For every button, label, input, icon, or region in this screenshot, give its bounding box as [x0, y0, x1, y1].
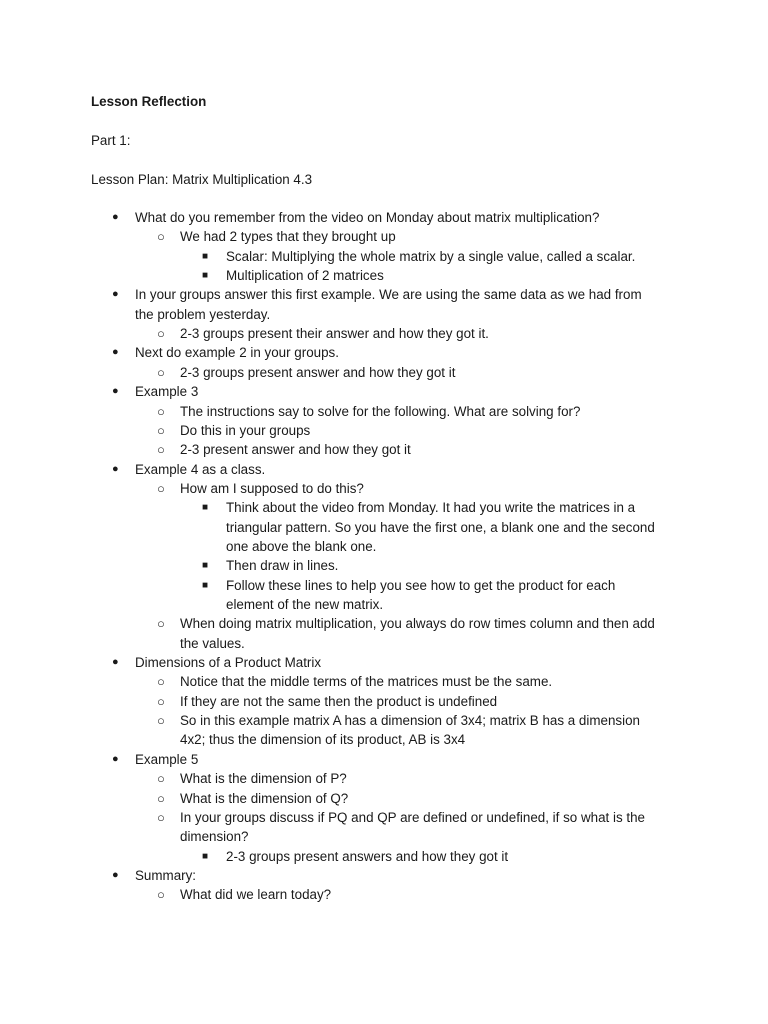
- list-item-text: When doing matrix multiplication, you always do row times column and then add: [180, 616, 655, 632]
- part-label: Part 1:: [91, 133, 131, 148]
- bullet-level2-icon: ○: [157, 693, 165, 709]
- list-item-text: the problem yesterday.: [135, 306, 271, 322]
- bullet-level2-icon: ○: [157, 480, 165, 496]
- bullet-level3-icon: ■: [202, 250, 209, 262]
- bullet-level3-icon: ■: [202, 560, 209, 572]
- bullet-level3-icon: ■: [202, 579, 209, 591]
- list-item-text: 2-3 groups present their answer and how they got it.: [180, 326, 489, 342]
- bullet-level1-icon: ●: [112, 211, 119, 223]
- bullet-level2-icon: ○: [157, 790, 165, 806]
- bullet-level2-icon: ○: [157, 771, 165, 787]
- bullet-level1-icon: ●: [112, 346, 119, 359]
- list-item-text: Summary:: [135, 867, 197, 883]
- bullet-level2-icon: ○: [157, 403, 165, 419]
- bullet-level1-icon: ●: [112, 462, 119, 475]
- list-item-text: What is the dimension of P?: [180, 771, 347, 787]
- bullet-level2-icon: ○: [157, 616, 165, 632]
- list-item-text: Scalar: Multiplying the whole matrix by a single value, called a scalar.: [226, 248, 636, 264]
- list-item-text: The instructions say to solve for the following. What are solving for?: [180, 403, 581, 419]
- list-item-text: So in this example matrix A has a dimension of 3x4; matrix B has a dimension: [180, 713, 640, 729]
- bullet-level3-icon: ■: [202, 270, 209, 282]
- list-item-text: Notice that the middle terms of the matrices must be the same.: [180, 674, 553, 690]
- list-item-text: Next do example 2 in your groups.: [135, 345, 339, 361]
- list-item-text: Example 5: [135, 751, 199, 767]
- list-item-text: What do you remember from the video on Monday about matrix multiplication?: [135, 210, 600, 225]
- list-item-text: element of the new matrix.: [226, 597, 384, 612]
- bullet-level3-icon: ■: [202, 850, 209, 862]
- bullet-level2-icon: ○: [157, 364, 165, 380]
- list-item-text: 2-3 groups present answers and how they got it: [226, 848, 509, 864]
- list-item-text: Then draw in lines.: [226, 558, 339, 574]
- list-item-text: 2-3 groups present answer and how they got it: [180, 364, 456, 380]
- document-title: Lesson Reflection: [91, 94, 207, 109]
- bullet-level1-icon: ●: [112, 385, 119, 398]
- bullet-level2-icon: ○: [157, 809, 165, 825]
- list-item-text: Do this in your groups: [180, 422, 311, 438]
- bullet-level2-icon: ○: [157, 229, 165, 245]
- list-item-text: If they are not the same then the product is undefined: [180, 693, 498, 709]
- list-item-text: Think about the video from Monday. It had you write the matrices in a: [226, 500, 636, 516]
- bullet-level2-icon: ○: [157, 713, 165, 729]
- list-item-text: We had 2 types that they brought up: [180, 229, 396, 245]
- bullet-level2-icon: ○: [157, 442, 165, 458]
- bullet-level2-icon: ○: [157, 422, 165, 438]
- list-item-text: What did we learn today?: [180, 887, 332, 903]
- bullet-level1-icon: ●: [112, 752, 119, 765]
- list-item-text: 4x2; thus the dimension of its product, AB is 3x4: [180, 732, 466, 748]
- list-item-text: What is the dimension of Q?: [180, 790, 349, 806]
- bullet-level2-icon: ○: [157, 887, 165, 903]
- list-item-text: How am I supposed to do this?: [180, 480, 364, 496]
- list-item-text: triangular pattern. So you have the first one, a blank one and the second: [226, 519, 655, 535]
- bullet-level1-icon: ●: [112, 868, 119, 881]
- list-item-text: Example 3: [135, 384, 199, 400]
- list-item-text: Dimensions of a Product Matrix: [135, 655, 322, 671]
- bullet-level2-icon: ○: [157, 326, 165, 342]
- list-item-text: Example 4 as a class.: [135, 461, 266, 477]
- list-item-text: Follow these lines to help you see how to get the product for each: [226, 577, 616, 593]
- list-item-text: 2-3 present answer and how they got it: [180, 442, 411, 458]
- list-item-text: In your groups discuss if PQ and QP are defined or undefined, if so what is the: [180, 809, 645, 825]
- bullet-level3-icon: ■: [202, 502, 209, 514]
- bullet-level1-icon: ●: [112, 288, 119, 301]
- bullet-level1-icon: ●: [112, 656, 119, 669]
- list-item-text: dimension?: [180, 829, 249, 845]
- bullet-level2-icon: ○: [157, 674, 165, 690]
- list-item-text: Multiplication of 2 matrices: [226, 268, 384, 284]
- lesson-plan-heading: Lesson Plan: Matrix Multiplication 4.3: [91, 172, 313, 187]
- list-item-text: In your groups answer this first example. We are using the same data as we had from: [135, 287, 642, 303]
- list-item-text: one above the blank one.: [226, 538, 377, 554]
- list-item-text: the values.: [180, 635, 245, 651]
